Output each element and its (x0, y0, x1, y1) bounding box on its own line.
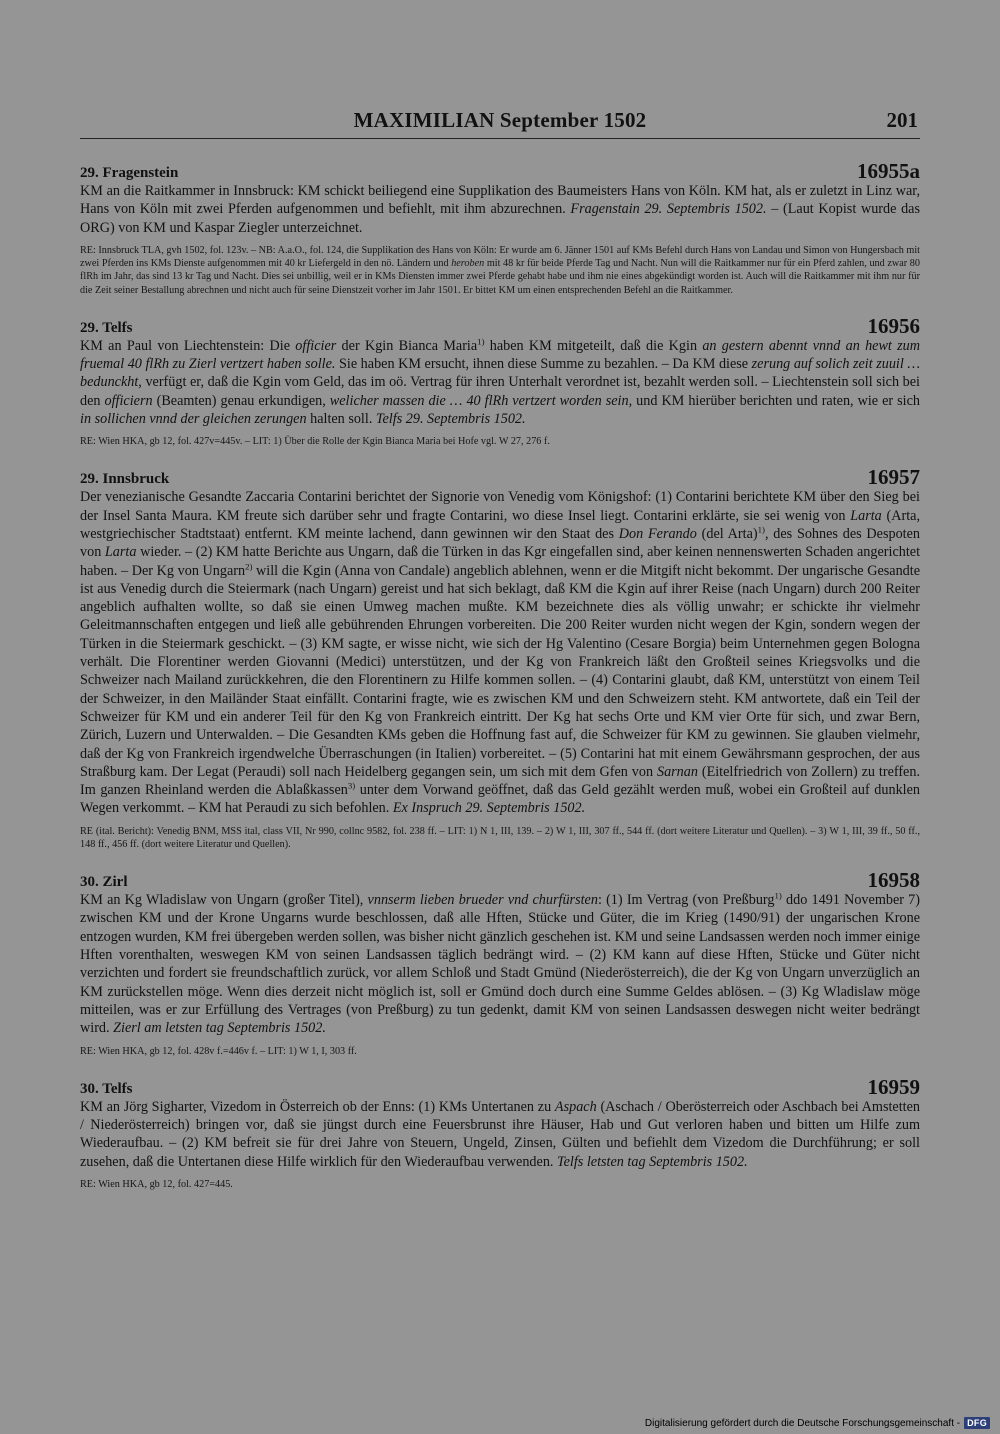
entry-date-place: 29. Fragenstein (80, 165, 179, 181)
entry-date-place: 30. Zirl (80, 874, 128, 891)
entry-source-note: RE: Wien HKA, gb 12, fol. 427v=445v. – LIT: 1) Über die Rolle der Kgin Bianca Maria bei Hofe vgl. W 27, 276 f. (80, 436, 550, 448)
page-number: 201 (886, 108, 918, 132)
running-header (80, 108, 920, 138)
header-rule (80, 138, 920, 139)
footer-credit (645, 1416, 990, 1430)
entry-date-place: 29. Telfs (80, 319, 133, 336)
entry-number: 16959 (867, 1074, 920, 1099)
entry-source-note: RE (ital. Bericht): Venedig BNM, MSS ital, class VII, Nr 990, collnc 9582, fol. 238 ff. – LIT: 1) N 1, III, 139. – 2) W 1, III, 307 ff., 544 ff. (dort weitere Literatur und Quellen). – 3) W 1, III, 39 ff., 50 ff., 148 ff., 456 ff. (dort weitere Literatur und Quellen). (80, 825, 920, 850)
entry-body: KM an die Raitkammer in Innsbruck: KM schickt beiliegend eine Supplikation des Baumeisters Hans von Köln. KM hat, als er zuletzt in Linz war, Hans von Köln mit zwei Pferden aufgenommen und befiehlt, mit ihm abzurechnen. Fragenstain 29. Septembris 1502. – (Laut Kopist wurde das ORG) von KM und Kaspar Ziegler unterzeichnet. (80, 183, 921, 236)
entry-heading (80, 1074, 920, 1098)
entry-source-note: RE: Wien HKA, gb 12, fol. 427=445. (80, 1178, 233, 1190)
entry-body: KM an Jörg Sigharter, Vizedom in Österreich ob der Enns: (1) KMs Untertanen zu Aspach (Aschach / Oberösterreich oder Aschbach bei Amstetten / Niederösterreich) bringen vor, daß sie jüngst durch eine Feuersbrunst ihre Häuser, Hab und Gut verloren haben und bitten um Hilfe zum Wiederaufbau. – (2) KM befreit sie für drei Jahre von Steuern, Ungeld, Zinsen, Gülten und befiehlt dem Vizedom die Durchführung; er soll zusehen, daß die Untertanen diese Hilfe wirklich für den Wiederaufbau verwenden. Telfs letsten tag Septembris 1502. (80, 1098, 920, 1170)
regest-entry (80, 867, 920, 1058)
entry-heading (80, 464, 920, 488)
header-title: MAXIMILIAN September 1502 (353, 108, 647, 132)
entry-body: Der venezianische Gesandte Zaccaria Contarini berichtet der Signorie von Venedig vom Königshof: (1) Contarini berichtete KM über den Sieg bei der Insel Santa Maura. KM freute sich darüber sehr und fragte Contarini, wo diese Insel liegt. Contarini erklärte, sie sei wenig von Larta (Arta, westgriechischer Stadtstaat) entfernt. KM meinte lachend, dann gewinnen wir den Staat des Don Ferando (del Arta)$^{1)}$, des Sohnes des Despoten von Larta wieder. – (2) KM hatte Berichte aus Ungarn, daß die Türken in das Kgr eingefallen sind, aber keinen nennenswerten Schaden angerichtet haben. – Der Kg von Ungarn$^{2)}$ will die Kgin (Anna von Candale) angeblich ablehnen, wenn er die Mitgift nicht bekommt. Der ungarische Gesandte ist aus Venedig durch die Steiermark (nach Ungarn) gereist und hat sich beklagt, daß KM die Kgin auf ihrer Reise (nach Ungarn) durch 200 Reiter angeblich aufhalten wollte, so daß sie einen Umweg machen mußte. KM bezeichnete dies als völlig unwahr; er schickte ihr vielmehr Geleitmannschaften entgegen und ließ alle gebührenden Ehrungen vorbereiten. Die 200 Reiter wurden nicht wegen der Kgin, sondern wegen der Türken in die Steiermark geschickt. – (3) KM sagte, er wisse nicht, wie sich der Hg Valentino (Cesare Borgia) beim Unternehmen gegen Bologna verhält. Die Florentiner werden Giovanni (Medici) unterstützen, und der Kg von Frankreich läßt den Großteil seines Kriegsvolks und die Schweizer nach Mailand zurückkehren, die den Florentinern zu Hilfe kommen sollen. – (4) Contarini glaubt, daß KM, unterstützt von einem Teil der Schweizer, in den Mailänder Staat einfällt. Contarini fragte, wie es zwischen KM und den Schweizern steht. KM antwortete, daß ein Teil der Schweizer für KM und ein anderer Teil für den Kg von Frankreich eintritt. Der Kg hat sechs Orte und KM vier Orte für sich, und zwar Bern, Zürich, Luzern und Unterwalden. – Die Gesandten KMs geben die Hoffnung fast auf, die Schweizer für KM zu gewinnen. Sie glauben vielmehr, daß der Kg von Frankreich irgendwelche Überraschungen (in Italien) vorbereitet. – (5) Contarini hat mit einem Gewährsmann gesprochen, der aus Straßburg kam. Der Legat (Peraudi) soll nach Heidelberg gegangen sein, um sich mit dem Gfen von Sarnan (Eitelfriedrich von Zollern) zu treffen. Im ganzen Rheinland werden die Ablaßkassen$^{3)}$ unter dem Vorwand geöffnet, daß das Geld gezählt werden muß, wobei ein Großteil auf dunklen Wegen verkommt. – KM hat Peraudi zu sich befohlen. Ex Inspruch 29. Septembris 1502. (80, 489, 921, 817)
entry-number: 16958 (867, 868, 920, 893)
regest-entry (80, 464, 920, 851)
regesta-list (80, 158, 920, 1207)
entry-date-place: 30. Telfs (80, 1080, 133, 1097)
entry-heading (80, 867, 920, 891)
dfg-logo: DFG (964, 1417, 990, 1429)
entry-source-note: RE: Wien HKA, gb 12, fol. 428v f.=446v f. – LIT: 1) W 1, I, 303 ff. (80, 1045, 357, 1057)
entry-source-note: RE: Innsbruck TLA, gvh 1502, fol. 123v. – NB: A.a.O., fol. 124, die Supplikation des Hans von Köln: Er wurde am 6. Jänner 1501 auf KMs Befehl durch Hans von Landau und Simon von Hungersbach mit zwei Pferden ins KMs Dienste aufgenommen mit 40 kr Liefergeld in den nö. Ländern und heroben mit 48 kr für beide Pferde Tag und Nacht. Nun will die Raitkammer nur für ein Pferd zahlen, und zwar 80 flRh im Jahr, das sind 13 kr Tag und Nacht. Dies sei unbillig, weil er in KMs Diensten immer zwei Pferde gehabt habe und ihm nie eines abgekündigt worden ist. Auch will die Raitkammer mit ihm nur für die Zeit seiner Bestallung abrechnen und nicht auch für seine Dienstzeit vorher im Jahr 1501. Er bittet KM um einen entsprechenden Befehl an die Raitkammer. (80, 244, 920, 296)
regest-entry (80, 158, 920, 297)
entry-number: 16955a (857, 159, 920, 183)
footer-text: Digitalisierung gefördert durch die Deutsche Forschungsgemeinschaft - (644, 1417, 961, 1429)
regest-entry (80, 313, 920, 449)
entry-heading (80, 158, 920, 182)
entry-body: KM an Kg Wladislaw von Ungarn (großer Titel), vnnserm lieben brueder vnd churfürsten: (1) Im Vertrag (von Preßburg$^{1)}$ ddo 1491 November 7) zwischen KM und der Krone Ungarns wurde beschlossen, daß alle Hften, Stücke und Güter, die im Krieg (1490/91) der ungarischen Krone entzogen wurden, KM frei übergeben werden sollen, was bisher nicht gänzlich geschehen ist. KM und seine Landsassen werden noch immer einige Hften vorenthalten, weswegen KM von seinen Landsassen täglich bedrängt wird. – (2) KM kann auf diese Hften, Stücke und Güter nicht verzichten und fordert sie freundschaftlich zurück, vor allem Schloß und Stadt Gmünd (Niederösterreich), die der Kg von Ungarn unverzüglich an KM zurückstellen möge. Wenn dies derzeit nicht möglich ist, soll er Gmünd doch durch eine Summe Geldes ablösen. – (3) Kg Wladislaw möge mitteilen, was er zur Erfüllung des Vertrages (von Preßburg) zu tun gedenkt, damit KM von seinen Landsassen deswegen nicht weiter bedrängt wird. Zierl am letsten tag Septembris 1502. (80, 890, 920, 1037)
entry-date-place: 29. Innsbruck (80, 471, 170, 488)
regest-entry (80, 1074, 920, 1191)
entry-number: 16957 (867, 465, 920, 490)
entry-number: 16956 (867, 313, 920, 338)
entry-heading (80, 313, 920, 337)
entry-body: KM an Paul von Liechtenstein: Die officier der Kgin Bianca Maria$^{1)}$ haben KM mitgeteilt, daß die Kgin an gestern abennt vnnd an hewt zum fruemal 40 flRh zu Zierl vertzert haben solle. Sie haben KM ersucht, ihnen diese Summe zu bezahlen. – Da KM diese zerung auf solich zeit zuuil … bedunckht, verfügt er, daß die Kgin vom Geld, das im oö. Vertrag für ihren Unterhalt verordnet ist, bezahlt werden soll. – Liechtenstein soll sich bei den officiern (Beamten) genau erkundigen, welicher massen die … 40 flRh vertzert worden sein, und KM hierüber berichten und raten, wie er sich in sollichen vnnd der gleichen zerungen halten soll. Telfs 29. Septembris 1502. (80, 335, 921, 427)
